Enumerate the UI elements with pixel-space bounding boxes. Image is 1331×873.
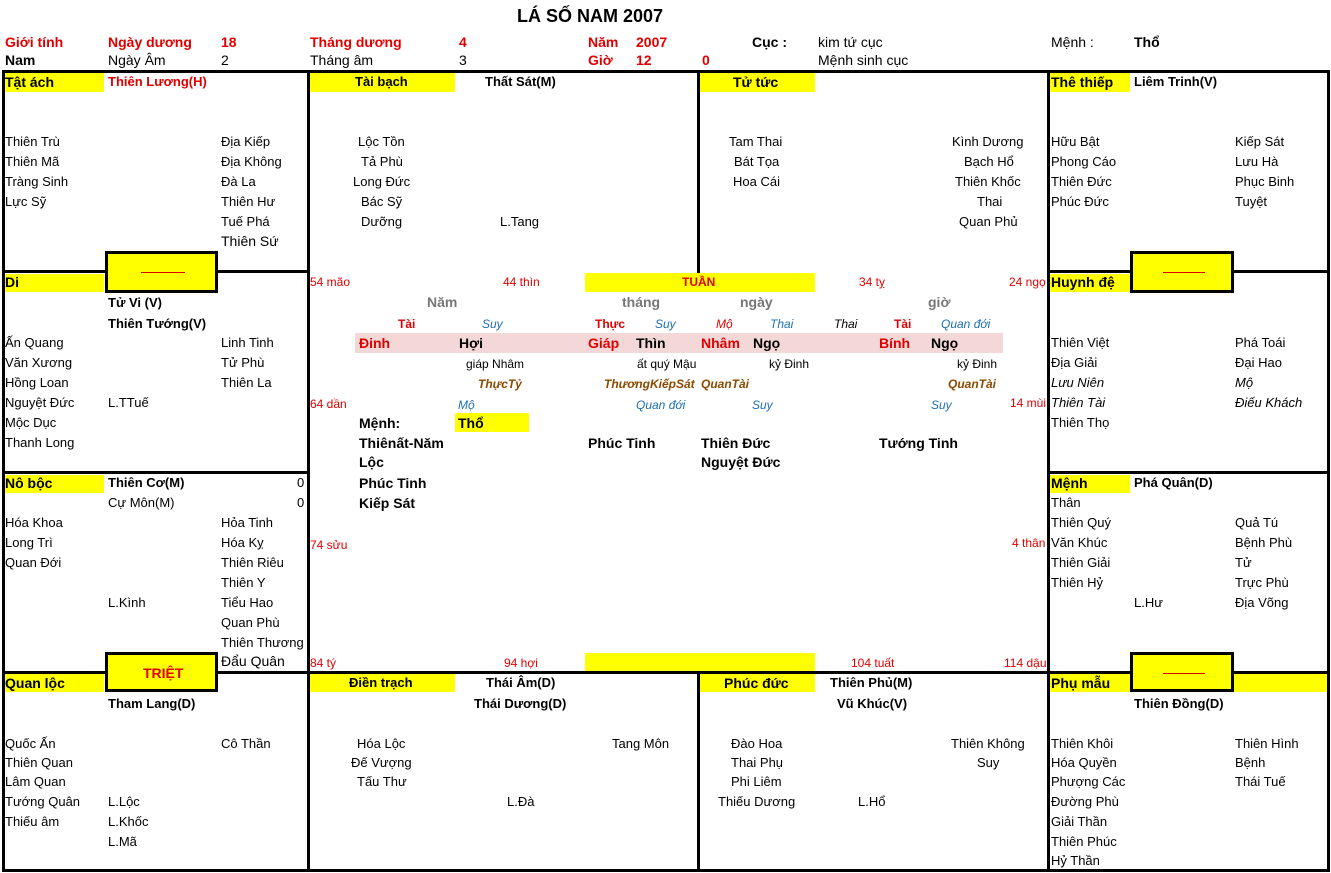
main-star: Tử Vi (V) [108,295,162,310]
grid-line [1047,70,1050,872]
gio-value-2: 0 [702,52,710,68]
center-header: giờ [928,294,951,310]
star: Tuyệt [1235,194,1268,209]
center-header: tháng [622,294,661,310]
thangduong-label: Tháng dương [310,34,402,50]
star: Mộc Dục [5,415,57,430]
palace-name-phucduc: Phúc đức [724,675,789,691]
star: Phong Cáo [1051,154,1117,169]
canchi-branch: Thìn [636,335,666,351]
ten-god: QuanTài [948,377,997,391]
palace-name-menh: Mệnh [1051,475,1088,491]
center-header: ngày [740,294,773,310]
age-label: 34 tỵ [859,275,886,289]
star: Lâm Quan [5,774,66,789]
star: Thiên Thọ [1051,415,1110,430]
age-label: 104 tuất [851,656,895,670]
star: Linh Tinh [221,335,274,350]
star: Hữu Bật [1051,134,1100,149]
star: Quốc Ấn [5,736,56,751]
star: L.Đà [507,794,535,809]
star: Tấu Thư [357,774,407,789]
palace-name-taibach: Tài bạch [355,74,408,89]
star: Tuế Phá [221,214,270,229]
stage-note: Quan đới [636,398,686,412]
star: L.Hư [1134,595,1163,610]
ngayam-value: 2 [221,52,229,68]
star: Hóa Lộc [357,736,406,751]
palace-name-di: Di [5,274,19,290]
star: Thiên La [221,375,272,390]
ten-god: ThươngKiếpSát [604,377,695,391]
star: Thân [1051,495,1081,510]
star: Địa Không [221,154,282,169]
canchi-stem: Giáp [588,335,620,351]
bottom-highlight [585,653,815,671]
center-menh-value: Thổ [458,415,484,431]
center-star: Thiên Đức [701,435,771,451]
star: Tướng Quân [5,794,81,809]
tuan-marker-box [1130,251,1234,293]
star: L.Khốc [108,814,149,829]
star: Đẩu Quân [221,653,285,669]
canchi-note: Suy [482,317,503,331]
star: Mộ [1235,375,1254,390]
star: Quan Đới [5,555,62,570]
star: Tràng Sinh [5,174,69,189]
star: Phục Binh [1235,174,1295,189]
star: Ấn Quang [5,335,64,350]
star: Đào Hoa [731,736,783,751]
canchi-note: Tài [894,317,912,331]
star: Dưỡng [361,214,403,229]
grid-line [1047,471,1330,474]
star: Cô Thần [221,736,271,751]
hidden-stems: kỷ Đinh [769,357,810,371]
star: Thiên Quan [5,755,73,770]
highlight [1232,674,1328,692]
star: Thiếu âm [5,814,60,829]
main-star: Thiên Phủ(M) [830,675,913,690]
star: Địa Võng [1235,595,1289,610]
star: Long Đức [353,174,411,189]
star: Thiên Đức [1051,174,1112,189]
age-label: 44 thìn [503,275,540,289]
tuan-marker-box [105,251,218,293]
age-label: 114 dậu [1004,656,1047,670]
nam-value: 2007 [636,34,668,50]
zero-value: 0 [297,495,305,510]
star: L.TTuế [108,395,149,410]
star: Văn Khúc [1051,535,1108,550]
star: Văn Xương [5,355,73,370]
star: Long Trì [5,535,53,550]
nam-label: Năm [588,34,619,50]
gio-label: Giờ [588,52,613,68]
star: Kình Dương [952,134,1024,149]
star: Quả Tú [1235,515,1279,530]
main-star: Liêm Trinh(V) [1134,74,1218,89]
star: Phá Toái [1235,335,1286,350]
hidden-stems: giáp Nhâm [466,357,525,371]
star: Thai [977,194,1003,209]
ten-god: QuanTài [701,377,750,391]
grid-line [2,471,309,474]
star: Hỏa Tinh [221,515,274,530]
palace-name-dientrach: Điền trạch [349,675,413,690]
ngayam-label: Ngày Âm [108,52,166,68]
star: Điếu Khách [1235,395,1303,410]
center-star: Phúc Tinh [588,435,656,451]
ngayduong-label: Ngày dương [108,34,192,50]
star: Hóa Quyền [1051,755,1117,770]
star: Phi Liêm [731,774,782,789]
thangduong-value: 4 [459,34,467,50]
star: Thiên Khôi [1051,736,1114,751]
main-star: Thiên Tướng(V) [108,316,207,331]
canchi-note: Tài [398,317,416,331]
star: Bát Tọa [734,154,780,169]
star: Thiên Thương [221,635,304,650]
star: L.Hổ [858,794,886,809]
star: Bệnh [1235,755,1266,770]
menh-label: Mệnh : [1051,34,1094,50]
star: Hóa Khoa [5,515,63,530]
star: Thiên Việt [1051,335,1110,350]
star: L.Mã [108,834,137,849]
triet-box [105,652,218,692]
age-label: 24 ngọ [1009,275,1046,289]
star: Hồng Loan [5,375,69,390]
star: Lưu Niên [1051,375,1105,390]
star: Thiên Trù [5,134,60,149]
star: Thiếu Dương [718,794,796,809]
star: Địa Kiếp [221,134,271,149]
canchi-branch: Ngọ [931,335,959,351]
center-menh-label: Mệnh: [359,415,401,431]
stage-note: Suy [931,398,952,412]
age-label: 4 thân [1012,536,1046,550]
gioitinh-value: Nam [5,52,36,68]
age-label: 64 dần [310,397,347,411]
cuc-value: kim tứ cục [818,34,883,50]
thangam-value: 3 [459,52,467,68]
zero-value: 0 [297,475,305,490]
center-star: Nguyệt Đức [701,454,781,470]
hidden-stems: ất quý Mậu [637,357,697,371]
star: Nguyệt Đức [5,395,75,410]
grid-line [697,70,700,273]
star: Tam Thai [729,134,783,149]
main-star: Thất Sát(M) [485,74,556,89]
center-star: Lộc [359,454,384,470]
main-star: Vũ Khúc(V) [837,696,908,711]
grid-line [2,70,1330,73]
canchi-branch: Hợi [459,335,483,351]
palace-name-phumau: Phụ mẫu [1051,675,1111,691]
canchi-branch: Ngọ [753,335,781,351]
palace-name-tatach: Tật ách [5,74,55,90]
main-star: Thái Âm(D) [486,675,556,690]
star: Quan Phù [221,615,280,630]
star: Hỷ Thần [1051,853,1100,868]
page-title: LÁ SỐ NAM 2007 [517,6,664,26]
canchi-note: Thai [834,317,858,331]
star: Phúc Đức [1051,194,1109,209]
star: Kiếp Sát [1235,134,1285,149]
star: Thanh Long [5,435,75,450]
star: Thiên Giải [1051,555,1111,570]
star: Quan Phủ [959,214,1018,229]
grid-line [2,869,1330,872]
stage-note: Mộ [458,398,475,412]
star: Tiểu Hao [221,595,274,610]
main-star: Tham Lang(D) [108,696,196,711]
star: Đại Hao [1235,355,1282,370]
main-star: Thiên Cơ(M) [108,475,185,490]
age-label: 94 hợi [504,656,538,670]
star: Tử Phù [221,355,265,370]
star: Hóa Kỵ [221,535,264,550]
age-label: 14 mùi [1010,396,1047,410]
star: Bác Sỹ [361,194,403,209]
star: Đường Phù [1051,794,1119,809]
gio-value: 12 [636,52,652,68]
center-star: Kiếp Sát [359,495,416,511]
cuc-label: Cục : [752,34,787,50]
star: Giải Thần [1051,814,1108,829]
ngayduong-value: 18 [221,34,237,50]
thangam-label: Tháng âm [310,52,374,68]
hidden-stems: kỷ Đinh [957,357,998,371]
star: Thiên Phúc [1051,834,1117,849]
star: Thiên Hư [221,194,276,209]
main-star: Thiên Đồng(D) [1134,696,1224,711]
star: Thiên Hình [1235,736,1299,751]
grid-line [697,671,700,872]
tuan-label: TUẦN [682,275,716,289]
star: Suy [977,755,1000,770]
palace-name-tutuc: Tử tức [733,74,779,90]
star: L.Tang [500,214,540,229]
age-label: 84 tý [310,656,337,670]
triet-label: TRIỆT [143,665,184,681]
canchi-stem: Đinh [359,335,391,351]
canchi-note: Thai [770,317,794,331]
main-star: Cự Môn(M) [108,495,175,510]
star: Thai Phụ [731,755,784,770]
star: Trực Phù [1235,575,1289,590]
star: Thiên Y [221,575,266,590]
cuc-value-2: Mệnh sinh cục [818,52,909,68]
star: Tử [1235,555,1252,570]
star: Thiên Tài [1051,395,1106,410]
stage-note: Suy [752,398,773,412]
palace-name-huynhde: Huynh đệ [1051,274,1115,290]
center-star: Thiênất-Năm [359,435,444,451]
star: Thiên Khốc [955,174,1021,189]
star: Thiên Sứ [221,233,279,249]
ten-god: ThựcTỷ [478,377,522,391]
canchi-note: Thực [595,317,626,331]
palace-name-thethiep: Thê thiếp [1051,74,1114,90]
star: Lộc Tồn [358,134,405,149]
star: L.Kình [108,595,146,610]
canchi-note: Mộ [716,317,733,331]
star: Lưu Hà [1235,154,1279,169]
canchi-note: Quan đới [941,317,991,331]
star: Lực Sỹ [5,194,47,209]
center-star: Phúc Tinh [359,475,427,491]
star: Hoa Cái [733,174,780,189]
star: L.Lộc [108,794,140,809]
gioitinh-label: Giới tính [5,34,64,50]
main-star: Phá Quân(D) [1134,475,1213,490]
palace-name-quanloc: Quan lộc [5,675,65,691]
star: Đế Vượng [351,755,412,770]
canchi-stem: Nhâm [701,335,740,351]
star: Thiên Riêu [221,555,284,570]
star: Đà La [221,174,256,189]
center-star: Tướng Tinh [879,435,958,451]
star: Thiên Hỷ [1051,575,1104,590]
grid-line [307,70,310,872]
age-label: 74 sửu [310,538,348,552]
star: Thái Tuế [1235,774,1286,789]
main-star: Thiên Lương(H) [108,74,207,89]
star: Tả Phù [361,154,403,169]
canchi-stem: Bính [879,335,911,351]
star: Thiên Mã [5,154,60,169]
highlight [4,274,104,292]
main-star: Thái Dương(D) [474,696,567,711]
grid-line [1327,70,1330,872]
palace-name-nobo: Nô bộc [5,475,53,491]
star: Bệnh Phù [1235,535,1293,550]
star: Thiên Quý [1051,515,1111,530]
star: Tang Môn [612,736,670,751]
canchi-note: Suy [655,317,676,331]
center-header: Năm [427,294,458,310]
triet-marker-box [1130,652,1234,692]
star: Thiên Không [951,736,1025,751]
star: Địa Giải [1051,355,1098,370]
star: Phượng Các [1051,774,1126,789]
age-label: 54 mão [310,275,351,289]
menh-value: Thổ [1134,34,1160,50]
star: Bạch Hổ [964,154,1014,169]
